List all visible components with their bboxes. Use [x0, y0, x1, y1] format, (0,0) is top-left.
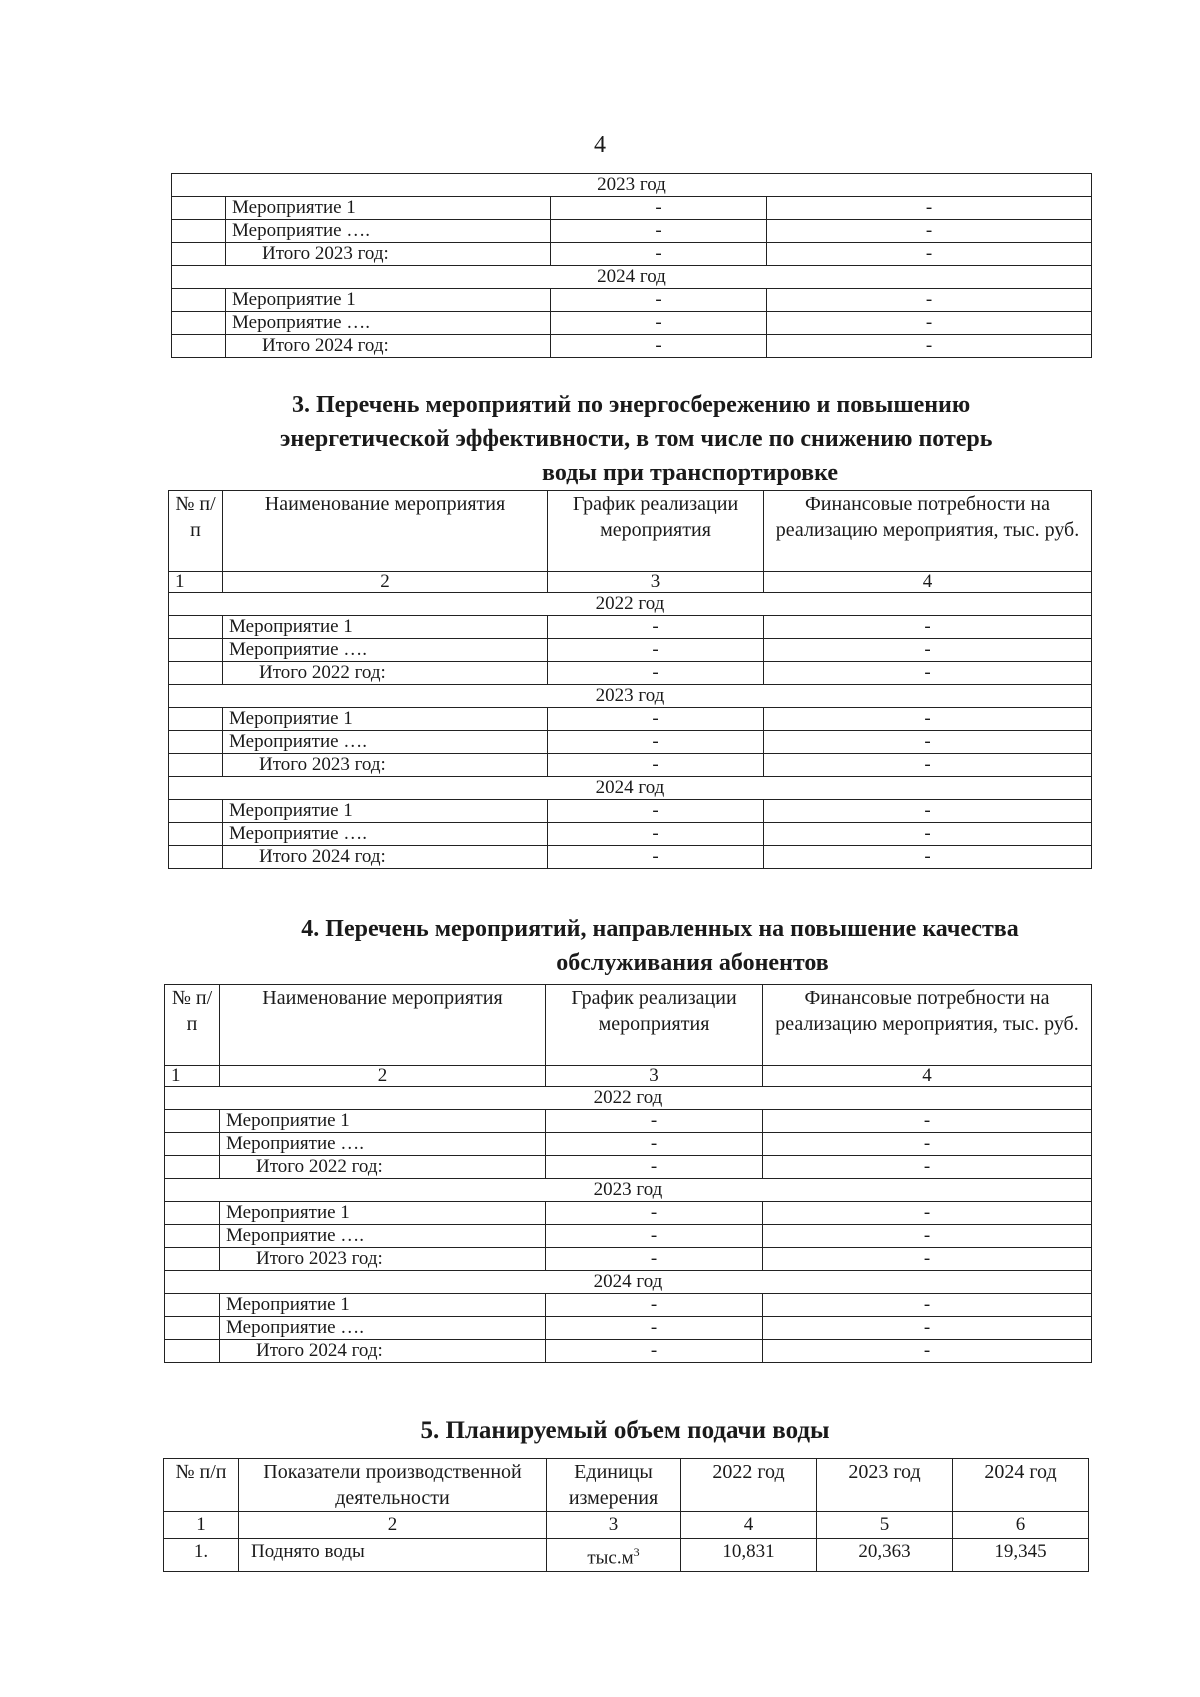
- cost-cell: -: [763, 1317, 1092, 1340]
- col-header-cost: Финансовые потребности на реализацию мероприятия, тыс. руб.: [764, 491, 1092, 572]
- section4-title: [150, 912, 1100, 980]
- cost-cell: -: [764, 616, 1092, 639]
- total-row: [172, 243, 1092, 266]
- table-section5: [163, 1458, 1089, 1572]
- table-row: [165, 1294, 1092, 1317]
- total-row: [169, 662, 1092, 685]
- schedule-cell: -: [546, 1202, 763, 1225]
- col-number: 1: [165, 1066, 220, 1087]
- section3-title: [280, 388, 1100, 490]
- row-number-cell: [169, 708, 223, 731]
- schedule-cell: -: [546, 1317, 763, 1340]
- cost-cell: -: [764, 731, 1092, 754]
- schedule-cell: -: [548, 754, 764, 777]
- table-section2-continued: [171, 173, 1092, 358]
- cost-cell: -: [763, 1225, 1092, 1248]
- year-row: [169, 777, 1092, 800]
- year-label: 2024 год: [172, 266, 1092, 289]
- activity-name: Мероприятие 1: [223, 616, 548, 639]
- schedule-cell: -: [548, 616, 764, 639]
- table-row: [172, 312, 1092, 335]
- schedule-cell: -: [551, 335, 767, 358]
- col-number: 2: [223, 572, 548, 593]
- col-number: 4: [681, 1512, 817, 1539]
- col-number: 4: [764, 572, 1092, 593]
- col-number: 2: [220, 1066, 546, 1087]
- schedule-cell: -: [548, 800, 764, 823]
- table-row: [164, 1539, 1089, 1572]
- row-number-cell: [172, 197, 226, 220]
- section3-title-line1: 3. Перечень мероприятий по энергосбережению и повышению: [292, 392, 971, 418]
- year-label: 2023 год: [172, 174, 1092, 197]
- cost-cell: -: [763, 1340, 1092, 1363]
- table-row: [169, 616, 1092, 639]
- total-label: Итого 2024 год:: [223, 846, 548, 869]
- activity-name: Мероприятие ….: [226, 312, 551, 335]
- row-indicator: Поднято воды: [239, 1539, 547, 1572]
- year-row: [165, 1271, 1092, 1294]
- year-row: [165, 1179, 1092, 1202]
- row-number-cell: [169, 616, 223, 639]
- table-row: [169, 800, 1092, 823]
- cost-cell: -: [767, 335, 1092, 358]
- schedule-cell: -: [546, 1110, 763, 1133]
- schedule-cell: -: [546, 1133, 763, 1156]
- col-header-name: Наименование мероприятия: [220, 985, 546, 1066]
- activity-name: Мероприятие 1: [223, 800, 548, 823]
- row-number-cell: [169, 823, 223, 846]
- total-row: [172, 335, 1092, 358]
- activity-name: Мероприятие 1: [223, 708, 548, 731]
- year-row: [172, 266, 1092, 289]
- activity-name: Мероприятие ….: [220, 1133, 546, 1156]
- col-number: 1: [164, 1512, 239, 1539]
- schedule-cell: -: [548, 662, 764, 685]
- col-header-2024: 2024 год: [953, 1459, 1089, 1512]
- col-header-2023: 2023 год: [817, 1459, 953, 1512]
- table-header-row: [169, 491, 1092, 572]
- row-number-cell: [169, 846, 223, 869]
- section5-title: 5. Планируемый объем подачи воды: [420, 1417, 830, 1444]
- cost-cell: -: [764, 823, 1092, 846]
- row-number-cell: [165, 1202, 220, 1225]
- schedule-cell: -: [546, 1294, 763, 1317]
- total-label: Итого 2022 год:: [223, 662, 548, 685]
- activity-name: Мероприятие 1: [220, 1110, 546, 1133]
- year-label: 2024 год: [169, 777, 1092, 800]
- section4-title-line2: обслуживания абонентов: [556, 950, 829, 976]
- row-value-2023: 20,363: [817, 1539, 953, 1572]
- cost-cell: -: [763, 1133, 1092, 1156]
- cost-cell: -: [764, 754, 1092, 777]
- schedule-cell: -: [551, 197, 767, 220]
- row-number-cell: [169, 800, 223, 823]
- activity-name: Мероприятие 1: [220, 1202, 546, 1225]
- col-number: 3: [548, 572, 764, 593]
- total-label: Итого 2022 год:: [220, 1156, 546, 1179]
- row-number-cell: [165, 1317, 220, 1340]
- cost-cell: -: [764, 662, 1092, 685]
- table-row: [165, 1110, 1092, 1133]
- row-value-2022: 10,831: [681, 1539, 817, 1572]
- row-number-cell: [172, 220, 226, 243]
- col-number: 1: [169, 572, 223, 593]
- table-header-row: [165, 985, 1092, 1066]
- unit-superscript: 3: [633, 1545, 640, 1559]
- activity-name: Мероприятие ….: [226, 220, 551, 243]
- unit-text: тыс.м: [587, 1547, 634, 1569]
- table-number-row: [165, 1066, 1092, 1087]
- activity-name: Мероприятие ….: [223, 731, 548, 754]
- schedule-cell: -: [551, 312, 767, 335]
- total-label: Итого 2023 год:: [223, 754, 548, 777]
- table-row: [172, 289, 1092, 312]
- cost-cell: -: [763, 1156, 1092, 1179]
- col-number: 4: [763, 1066, 1092, 1087]
- year-label: 2022 год: [165, 1087, 1092, 1110]
- col-number: 5: [817, 1512, 953, 1539]
- schedule-cell: -: [546, 1340, 763, 1363]
- table-row: [169, 639, 1092, 662]
- year-row: [165, 1087, 1092, 1110]
- col-header-2022: 2022 год: [681, 1459, 817, 1512]
- table-row: [165, 1225, 1092, 1248]
- total-label: Итого 2024 год:: [220, 1340, 546, 1363]
- cost-cell: -: [767, 289, 1092, 312]
- activity-name: Мероприятие ….: [220, 1317, 546, 1340]
- year-label: 2022 год: [169, 593, 1092, 616]
- row-number-cell: [172, 289, 226, 312]
- cost-cell: -: [764, 846, 1092, 869]
- row-number-cell: [172, 312, 226, 335]
- col-header-name: Наименование мероприятия: [223, 491, 548, 572]
- table-row: [165, 1317, 1092, 1340]
- row-number-cell: [165, 1110, 220, 1133]
- year-row: [169, 593, 1092, 616]
- table-number-row: [169, 572, 1092, 593]
- schedule-cell: -: [548, 639, 764, 662]
- row-value-2024: 19,345: [953, 1539, 1089, 1572]
- schedule-cell: -: [551, 243, 767, 266]
- total-label: Итого 2023 год:: [220, 1248, 546, 1271]
- activity-name: Мероприятие ….: [220, 1225, 546, 1248]
- cost-cell: -: [764, 708, 1092, 731]
- activity-name: Мероприятие 1: [226, 289, 551, 312]
- table-row: [172, 197, 1092, 220]
- row-number-cell: [165, 1248, 220, 1271]
- schedule-cell: -: [551, 220, 767, 243]
- col-header-unit: Единицы измерения: [547, 1459, 681, 1512]
- cost-cell: -: [763, 1294, 1092, 1317]
- col-number: 2: [239, 1512, 547, 1539]
- activity-name: Мероприятие ….: [223, 639, 548, 662]
- schedule-cell: -: [548, 731, 764, 754]
- table5-header-row: [164, 1459, 1089, 1512]
- col-header-schedule: График реализации мероприятия: [548, 491, 764, 572]
- row-number-cell: [169, 754, 223, 777]
- table-row: [169, 731, 1092, 754]
- row-number-cell: [169, 639, 223, 662]
- cost-cell: -: [763, 1202, 1092, 1225]
- section4-title-line1: 4. Перечень мероприятий, направленных на повышение качества: [301, 916, 1019, 942]
- activity-name: Мероприятие 1: [220, 1294, 546, 1317]
- row-number-cell: [169, 731, 223, 754]
- schedule-cell: -: [546, 1156, 763, 1179]
- total-row: [169, 846, 1092, 869]
- table-row: [165, 1202, 1092, 1225]
- col-header-indicator: Показатели производственной деятельности: [239, 1459, 547, 1512]
- section3-title-line3: воды при транспортировке: [542, 460, 838, 486]
- cost-cell: -: [764, 639, 1092, 662]
- year-label: 2024 год: [165, 1271, 1092, 1294]
- col-header-schedule: График реализации мероприятия: [546, 985, 763, 1066]
- row-unit: [547, 1539, 681, 1572]
- cost-cell: -: [767, 243, 1092, 266]
- year-row: [169, 685, 1092, 708]
- col-header-num: № п/п: [164, 1459, 239, 1512]
- cost-cell: -: [767, 220, 1092, 243]
- table-section3: [168, 490, 1092, 869]
- row-number-cell: [165, 1225, 220, 1248]
- year-row: [172, 174, 1092, 197]
- total-label: Итого 2023 год:: [226, 243, 551, 266]
- col-number: 3: [546, 1066, 763, 1087]
- table-row: [172, 220, 1092, 243]
- col-header-num: № п/п: [165, 985, 220, 1066]
- col-header-cost: Финансовые потребности на реализацию мероприятия, тыс. руб.: [763, 985, 1092, 1066]
- row-number: 1.: [164, 1539, 239, 1572]
- total-label: Итого 2024 год:: [226, 335, 551, 358]
- row-number-cell: [172, 335, 226, 358]
- activity-name: Мероприятие 1: [226, 197, 551, 220]
- total-row: [169, 754, 1092, 777]
- cost-cell: -: [763, 1248, 1092, 1271]
- schedule-cell: -: [548, 823, 764, 846]
- section3-title-line2: энергетической эффективности, в том числе по снижению потерь: [280, 426, 993, 452]
- activity-name: Мероприятие ….: [223, 823, 548, 846]
- table5-number-row: [164, 1512, 1089, 1539]
- col-number: 6: [953, 1512, 1089, 1539]
- year-label: 2023 год: [165, 1179, 1092, 1202]
- cost-cell: -: [764, 800, 1092, 823]
- total-row: [165, 1340, 1092, 1363]
- row-number-cell: [169, 662, 223, 685]
- schedule-cell: -: [548, 846, 764, 869]
- table-section4: [164, 984, 1092, 1363]
- schedule-cell: -: [546, 1225, 763, 1248]
- cost-cell: -: [763, 1110, 1092, 1133]
- col-number: 3: [547, 1512, 681, 1539]
- table-row: [165, 1133, 1092, 1156]
- row-number-cell: [165, 1340, 220, 1363]
- col-header-num: № п/п: [169, 491, 223, 572]
- cost-cell: -: [767, 312, 1092, 335]
- row-number-cell: [165, 1156, 220, 1179]
- total-row: [165, 1248, 1092, 1271]
- schedule-cell: -: [551, 289, 767, 312]
- row-number-cell: [165, 1133, 220, 1156]
- table-row: [169, 708, 1092, 731]
- total-row: [165, 1156, 1092, 1179]
- row-number-cell: [165, 1294, 220, 1317]
- row-number-cell: [172, 243, 226, 266]
- cost-cell: -: [767, 197, 1092, 220]
- year-label: 2023 год: [169, 685, 1092, 708]
- schedule-cell: -: [548, 708, 764, 731]
- page-number: 4: [594, 132, 606, 158]
- table-row: [169, 823, 1092, 846]
- schedule-cell: -: [546, 1248, 763, 1271]
